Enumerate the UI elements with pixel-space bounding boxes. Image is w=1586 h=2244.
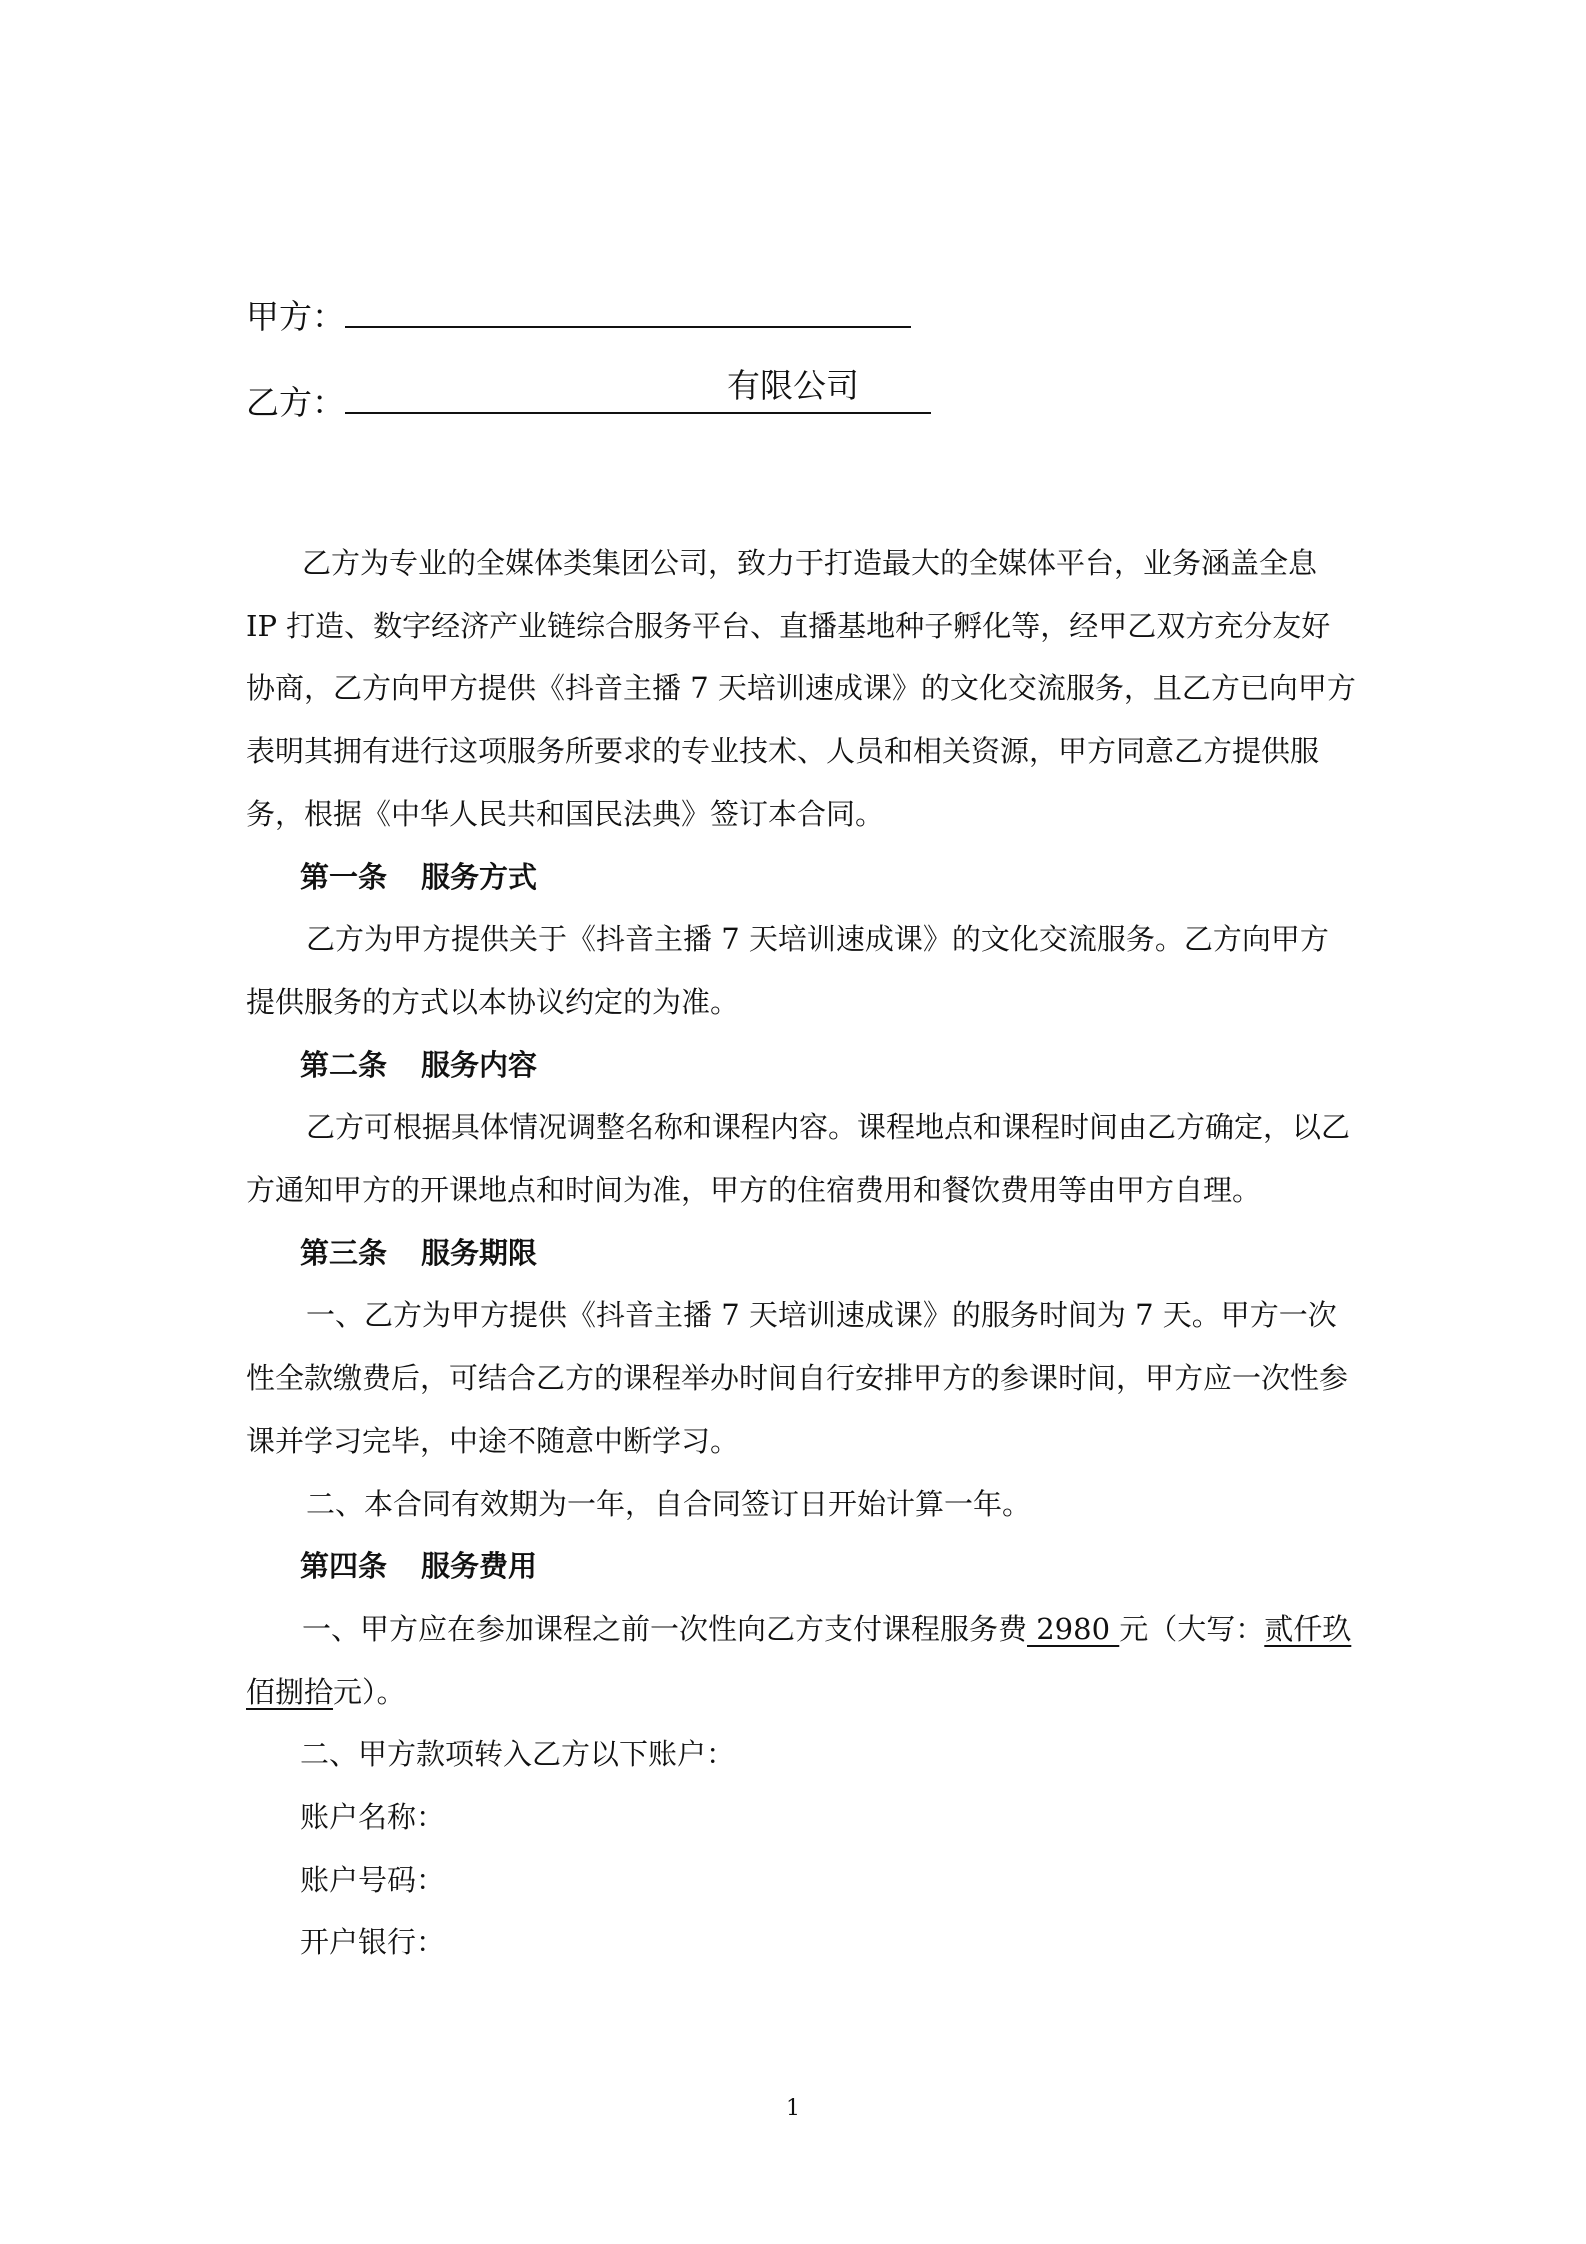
article-4-number: 第四条 <box>300 1549 388 1584</box>
article-4-clause-1 <box>246 1598 1356 1723</box>
article-3-clause-2: 二、本合同有效期为一年，自合同签订日开始计算一年。 <box>306 1486 1032 1521</box>
party-b-company-suffix: 有限公司 <box>727 366 859 405</box>
article-4-heading <box>246 1535 1356 1598</box>
article-1-number: 第一条 <box>300 859 388 894</box>
article-1-text: 乙方为甲方提供关于《抖音主播 7 天培训速成课》的文化交流服务。乙方向甲方提供服务的方式以本协议约定的为准。 <box>246 922 1329 1019</box>
party-b-line <box>246 366 931 427</box>
article-4-clause-2: 二、甲方款项转入乙方以下账户： <box>300 1737 736 1772</box>
article-4-title: 服务费用 <box>421 1549 538 1584</box>
party-b-blank <box>345 366 931 414</box>
contract-body <box>246 532 1356 1974</box>
article-2-title: 服务内容 <box>421 1047 538 1082</box>
fee-text-middle: 元（大写： <box>1119 1611 1265 1646</box>
article-1-title: 服务方式 <box>421 859 538 894</box>
party-a-line <box>246 292 911 341</box>
fee-amount-in-words: 贰仟玖佰捌拾 <box>246 1611 1352 1709</box>
article-1-heading <box>246 846 1356 909</box>
article-2-text: 乙方可根据具体情况调整名称和课程内容。课程地点和课程时间由乙方确定，以乙方通知甲方的开课地点和时间为准，甲方的住宿费用和餐饮费用等由甲方自理。 <box>246 1110 1351 1208</box>
intro-paragraph: 乙方为专业的全媒体类集团公司，致力于打造最大的全媒体平台，业务涵盖全息 IP 打造、数字经济产业链综合服务平台、直播基地种子孵化等，经甲乙双方充分友好协商，乙方向甲方提供《抖音主播 7 天培训速成课》的文化交流服务，且乙方已向甲方表明其拥有进行这项服务所要求的专业技术、人员和相关资源，甲方同意乙方提供服务，根据《中华人民共和国民法典》签订本合同。 <box>246 546 1356 831</box>
article-2-heading <box>246 1034 1356 1097</box>
account-name-label: 账户名称： <box>300 1800 446 1835</box>
page-number: 1 <box>786 2096 800 2121</box>
article-3-heading <box>246 1222 1356 1285</box>
fee-amount: 2980 <box>1027 1611 1120 1646</box>
fee-text-after: 元）。 <box>333 1674 406 1709</box>
account-number-label: 账户号码： <box>300 1862 446 1897</box>
article-3-number: 第三条 <box>300 1235 388 1270</box>
bank-label: 开户银行： <box>300 1925 446 1960</box>
party-b-label: 乙方： <box>246 383 345 422</box>
article-3-title: 服务期限 <box>421 1235 538 1270</box>
party-a-blank <box>345 292 911 328</box>
article-2-number: 第二条 <box>300 1047 388 1082</box>
fee-text-before: 一、甲方应在参加课程之前一次性向乙方支付课程服务费 <box>302 1611 1028 1646</box>
article-3-clause-1: 一、乙方为甲方提供《抖音主播 7 天培训速成课》的服务时间为 7 天。甲方一次性全款缴费后，可结合乙方的课程举办时间自行安排甲方的参课时间，甲方应一次性参课并学习完毕，中途不随意中断学习。 <box>246 1298 1349 1458</box>
party-a-label: 甲方： <box>246 297 345 336</box>
